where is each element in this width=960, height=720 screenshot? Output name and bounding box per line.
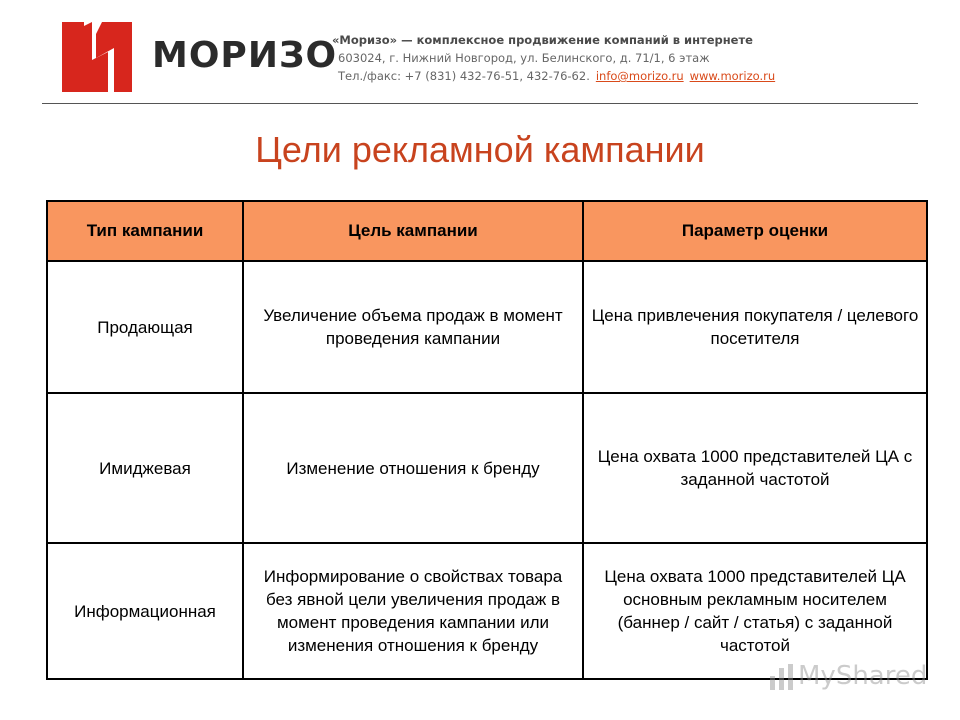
brand-name: МОРИЗО bbox=[152, 35, 338, 76]
company-address: 603024, г. Нижний Новгород, ул. Белинского, д. 71/1, 6 этаж bbox=[338, 51, 710, 65]
table-header-row bbox=[47, 201, 927, 261]
morizo-logo-icon bbox=[62, 22, 132, 92]
campaign-metric-cell: Цена охвата 1000 представителей ЦА основным рекламным носителем (баннер / сайт / статья) с заданной частотой bbox=[583, 543, 927, 679]
company-phone: Тел./факс: +7 (831) 432-76-51, 432-76-62. bbox=[338, 69, 590, 83]
table-row bbox=[47, 261, 927, 393]
company-info bbox=[332, 31, 775, 85]
watermark bbox=[770, 656, 930, 696]
campaign-type-cell: Имиджевая bbox=[47, 393, 243, 543]
campaign-metric-cell: Цена охвата 1000 представителей ЦА с заданной частотой bbox=[583, 393, 927, 543]
website-link[interactable]: www.morizo.ru bbox=[689, 69, 776, 83]
campaign-goal-cell: Изменение отношения к бренду bbox=[243, 393, 583, 543]
email-link[interactable]: info@morizo.ru bbox=[595, 69, 684, 83]
campaign-goal-cell: Увеличение объема продаж в момент проведения кампании bbox=[243, 261, 583, 393]
header-divider bbox=[42, 103, 918, 104]
bar-chart-icon bbox=[770, 664, 794, 690]
watermark-text: MyShared bbox=[798, 661, 928, 691]
column-header-goal: Цель кампании bbox=[243, 201, 583, 261]
column-header-type: Тип кампании bbox=[47, 201, 243, 261]
page-title: Цели рекламной кампании bbox=[255, 129, 705, 170]
campaign-type-cell: Информационная bbox=[47, 543, 243, 679]
campaign-goal-cell: Информирование о свойствах товара без явной цели увеличения продаж в момент проведения кампании или изменения отношения к бренду bbox=[243, 543, 583, 679]
campaign-type-cell: Продающая bbox=[47, 261, 243, 393]
campaign-goals-table bbox=[46, 200, 928, 680]
company-contacts bbox=[332, 67, 775, 85]
table-row bbox=[47, 393, 927, 543]
column-header-metric: Параметр оценки bbox=[583, 201, 927, 261]
campaign-metric-cell: Цена привлечения покупателя / целевого посетителя bbox=[583, 261, 927, 393]
company-tagline: «Моризо» — комплексное продвижение компаний в интернете bbox=[332, 33, 753, 47]
